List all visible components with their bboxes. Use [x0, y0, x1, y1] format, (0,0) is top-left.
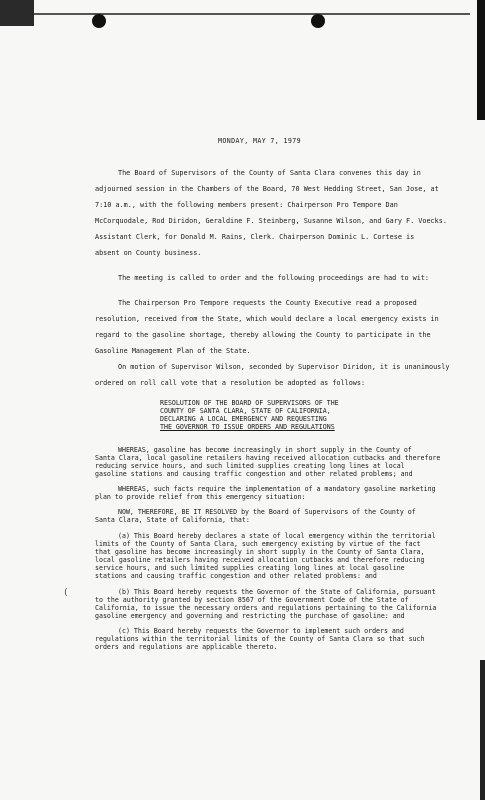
paragraph-c-line: regulations within the territorial limits of the County of Santa Clara so that such — [95, 635, 425, 643]
paragraph-a-line: stations and causing traffic congestion and other related problems: and — [95, 572, 377, 580]
paragraph-c-line: (c) This Board hereby requests the Governor to implement such orders and — [118, 627, 404, 635]
intro-line: adjourned session in the Chambers of the Board, 70 West Hedding Street, San Jose, at — [95, 185, 439, 193]
paragraph-c-line: orders and regulations are applicable thereto. — [95, 643, 278, 651]
paragraph-a-line: limits of the County of Santa Clara, such emergency existing by virtue of the fact — [95, 540, 421, 548]
paragraph-b-line: gasoline emergency and governing and restricting the purchase of gasoline: and — [95, 612, 405, 620]
whereas-line: plan to provide relief from this emergency situation: — [95, 493, 306, 501]
motion-line: ordered on roll call vote that a resolution be adopted as follows: — [95, 379, 366, 387]
executive-line: resolution, received from the State, which would declare a local emergency exists in — [95, 315, 439, 323]
resolution-title-line: THE GOVERNOR TO ISSUE ORDERS AND REGULATIONS — [160, 423, 335, 431]
margin-mark: ( — [63, 588, 69, 598]
executive-line: The Chairperson Pro Tempore requests the County Executive read a proposed — [118, 299, 417, 307]
intro-line: Assistant Clerk, for Donald M. Rains, Clerk. Chairperson Dominic L. Cortese is — [95, 233, 415, 241]
scan-border-bottom-right — [480, 660, 485, 800]
paragraph-a-line: service hours, and such limited supplies creating long lines at local gasoline — [95, 564, 405, 572]
scan-border-right — [477, 0, 485, 120]
whereas-line: WHEREAS, gasoline has become increasingly in short supply in the County of — [118, 446, 412, 454]
paragraph-b-line: (b) This Board hereby requests the Governor of the State of California, pursuant — [118, 588, 436, 596]
paragraph-a-line: that gasoline has become increasingly in short supply in the County of Santa Clara, — [95, 548, 425, 556]
scan-border-corner — [0, 0, 34, 26]
motion-line: On motion of Supervisor Wilson, seconded by Supervisor Diridon, it is unanimously — [118, 363, 450, 371]
date-heading: MONDAY, MAY 7, 1979 — [218, 137, 302, 145]
paragraph-b-line: California, to issue the necessary orders and regulations pertaining to the California — [95, 604, 437, 612]
resolution-title-line: DECLARING A LOCAL EMERGENCY AND REQUESTING — [160, 415, 327, 423]
executive-line: regard to the gasoline shortage, thereby allowing the County to participate in the — [95, 331, 431, 339]
binder-hole — [92, 14, 106, 28]
intro-line: 7:10 a.m., with the following members present: Chairperson Pro Tempore Dan — [95, 201, 398, 209]
binder-hole — [311, 14, 325, 28]
paragraph-a-line: (a) This Board hereby declares a state of local emergency within the territorial — [118, 532, 436, 540]
whereas-line: WHEREAS, such facts require the implementation of a mandatory gasoline marketing — [118, 485, 436, 493]
whereas-line: reducing service hours, and such limited supplies creating long lines at local — [95, 462, 405, 470]
resolution-title — [160, 399, 339, 431]
intro-line: McCorquodale, Rod Diridon, Geraldine F. Steinberg, Susanne Wilson, and Gary F. Voecks. — [95, 217, 447, 225]
intro-line: The Board of Supervisors of the County of Santa Clara convenes this day in — [118, 169, 421, 177]
paragraph-a-line: local gasoline retailers having received allocation cutbacks and therefore reducing — [95, 556, 425, 564]
paragraph-b-line: to the authority granted by section 8567 of the Government Code of the State of — [95, 596, 409, 604]
resolved-line: Santa Clara, State of California, that: — [95, 516, 250, 524]
resolution-title-line: COUNTY OF SANTA CLARA, STATE OF CALIFORNIA, — [160, 407, 331, 415]
order-line: The meeting is called to order and the following proceedings are had to wit: — [118, 274, 429, 282]
resolved-line: NOW, THEREFORE, BE IT RESOLVED by the Board of Supervisors of the County of — [118, 508, 416, 516]
executive-line: Gasoline Management Plan of the State. — [95, 347, 251, 355]
resolution-title-line: RESOLUTION OF THE BOARD OF SUPERVISORS OF THE — [160, 399, 339, 407]
whereas-line: Santa Clara, local gasoline retailers having received allocation cutbacks and therefore — [95, 454, 441, 462]
intro-line: absent on County business. — [95, 249, 202, 257]
whereas-line: gasoline stations and causing traffic congestion and other related problems; and — [95, 470, 413, 478]
